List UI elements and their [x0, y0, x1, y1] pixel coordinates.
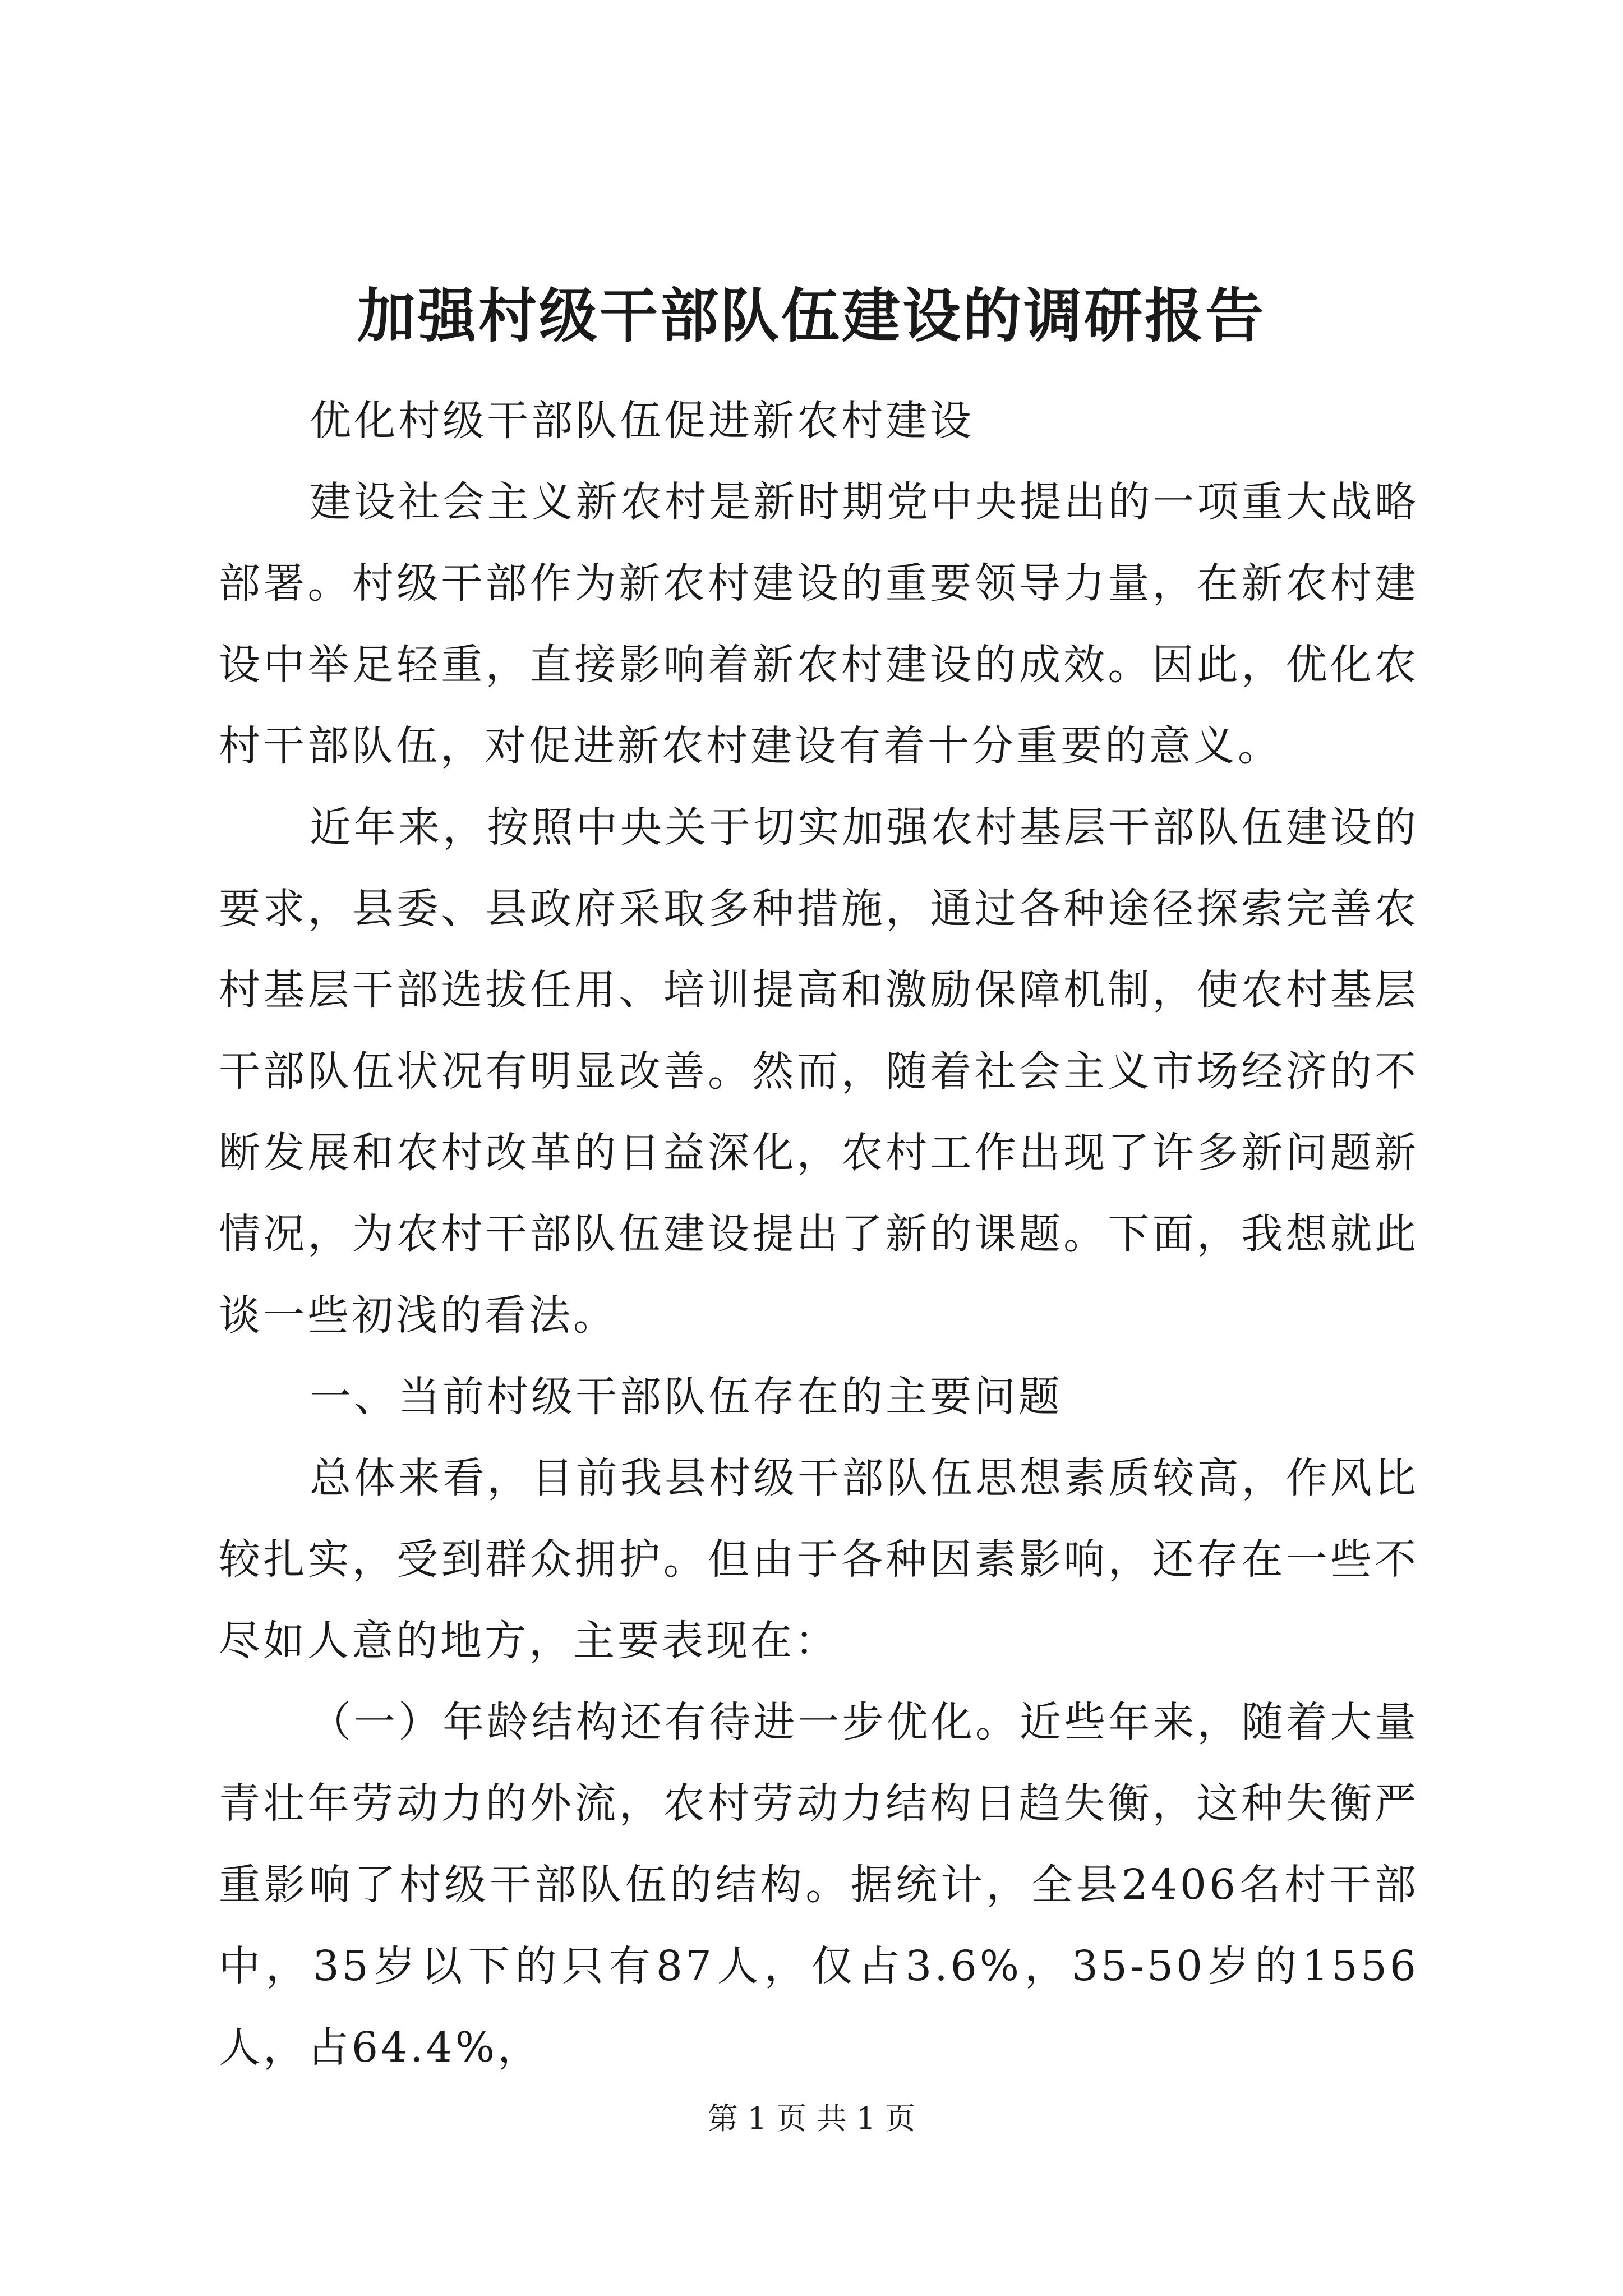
page-footer: 第 1 页 共 1 页 [707, 2101, 916, 2136]
body-paragraph: 总体来看，目前我县村级干部队伍思想素质较高，作风比较扎实，受到群众拥护。但由于各种因素影响，还存在一些不尽如人意的地方，主要表现在： [219, 1454, 1419, 1665]
subtitle-paragraph: 优化村级干部队伍促进新农村建设 [310, 397, 974, 445]
body-paragraph: 建设社会主义新农村是新时期党中央提出的一项重大战略部署。村级干部作为新农村建设的重要领导力量，在新农村建设中举足轻重，直接影响着新农村建设的成效。因此，优化农村干部队伍，对促进新农村建设有着十分重要的意义。 [219, 478, 1419, 770]
body-paragraph: 近年来，按照中央关于切实加强农村基层干部队伍建设的要求，县委、县政府采取多种措施，通过各种途径探索完善农村基层干部选拔任用、培训提高和激励保障机制，使农村基层干部队伍状况有明显改善。然而，随着社会主义市场经济的不断发展和农村改革的日益深化，农村工作出现了许多新问题新情况，为农村干部队伍建设提出了新的课题。下面，我想就此谈一些初浅的看法。 [219, 803, 1419, 1340]
document-title: 加强村级干部队伍建设的调研报告 [357, 281, 1266, 350]
section-heading: 一、当前村级干部队伍存在的主要问题 [310, 1373, 1063, 1421]
body-paragraph: （一）年龄结构还有待进一步优化。近些年来，随着大量青壮年劳动力的外流，农村劳动力结构日趋失衡，这种失衡严重影响了村级干部队伍的结构。据统计，全县2406名村干部中，35岁以下的只有87人，仅占3.6%，35-50岁的1556人，占64.4%， [219, 1698, 1419, 2072]
document-body [219, 380, 1419, 2088]
